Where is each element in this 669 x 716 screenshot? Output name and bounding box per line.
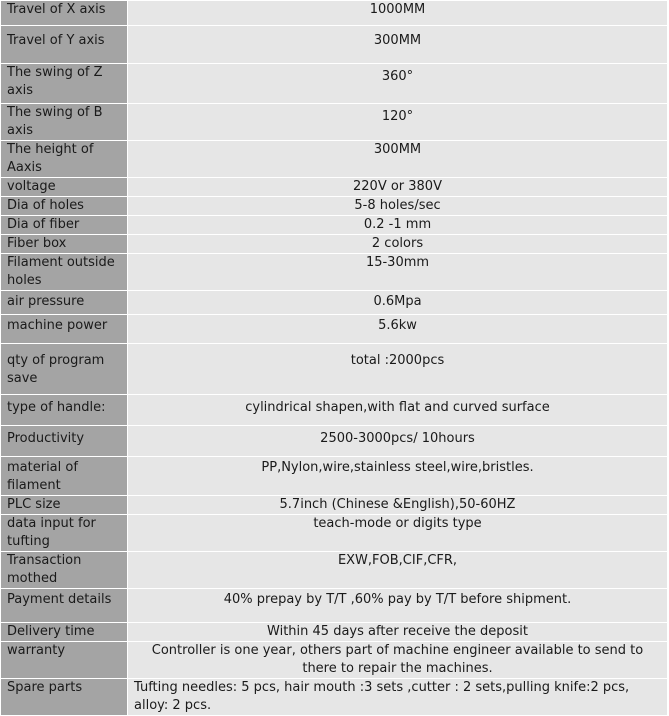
spec-value: 5.7inch (Chinese &English),50-60HZ [128,496,668,515]
spec-label: The height of Aaxis [1,141,128,178]
table-row [1,26,668,64]
spec-value: 2500-3000pcs/ 10hours [128,426,668,457]
table-row [1,679,668,716]
table-row [1,496,668,515]
table-row [1,291,668,315]
spec-value: 0.2 -1 mm [128,216,668,235]
spec-label: data input for tufting [1,515,128,552]
spec-value: PP,Nylon,wire,stainless steel,wire,bristles. [128,457,668,496]
spec-value: 40% prepay by T/T ,60% pay by T/T before shipment. [128,589,668,623]
table-row [1,141,668,178]
spec-label: Dia of fiber [1,216,128,235]
table-row [1,178,668,197]
spec-label: Dia of holes [1,197,128,216]
table-row [1,395,668,426]
spec-label: Payment details [1,589,128,623]
spec-label: machine power [1,315,128,344]
spec-value: 360° [128,64,668,104]
spec-value: 220V or 380V [128,178,668,197]
table-row [1,104,668,141]
spec-value: 300MM [128,141,668,178]
spec-label: qty of program save [1,344,128,395]
spec-value: 0.6Mpa [128,291,668,315]
spec-value: cylindrical shapen,with flat and curved surface [128,395,668,426]
spec-label: The swing of B axis [1,104,128,141]
spec-label: Filament outside holes [1,254,128,291]
spec-label: Spare parts [1,679,128,716]
table-row [1,315,668,344]
table-row [1,197,668,216]
spec-label: material of filament [1,457,128,496]
spec-value: 15-30mm [128,254,668,291]
spec-label: warranty [1,642,128,679]
table-row [1,426,668,457]
spec-value: Tufting needles: 5 pcs, hair mouth :3 sets ,cutter : 2 sets,pulling knife:2 pcs, alloy: 2 pcs. [128,679,668,716]
spec-label: PLC size [1,496,128,515]
table-row [1,552,668,589]
table-row [1,64,668,104]
table-row [1,457,668,496]
spec-value: teach-mode or digits type [128,515,668,552]
spec-value: Within 45 days after receive the deposit [128,623,668,642]
spec-label: voltage [1,178,128,197]
table-row [1,216,668,235]
spec-label: Travel of Y axis [1,26,128,64]
table-row [1,623,668,642]
table-row [1,1,668,26]
table-row [1,344,668,395]
spec-label: Travel of X axis [1,1,128,26]
spec-label: The swing of Z axis [1,64,128,104]
table-row [1,515,668,552]
spec-value: total :2000pcs [128,344,668,395]
spec-label: Delivery time [1,623,128,642]
spec-label: air pressure [1,291,128,315]
table-row [1,642,668,679]
table-row [1,235,668,254]
table-row [1,589,668,623]
spec-label: type of handle: [1,395,128,426]
spec-value: 2 colors [128,235,668,254]
spec-label: Transaction mothed [1,552,128,589]
spec-label: Productivity [1,426,128,457]
spec-value: 5-8 holes/sec [128,197,668,216]
spec-label: Fiber box [1,235,128,254]
spec-value: 5.6kw [128,315,668,344]
spec-value: EXW,FOB,CIF,CFR, [128,552,668,589]
table-row [1,254,668,291]
spec-value: 1000MM [128,1,668,26]
spec-value: 120° [128,104,668,141]
spec-value: 300MM [128,26,668,64]
spec-value: Controller is one year, others part of machine engineer available to send to there to repair the machines. [128,642,668,679]
